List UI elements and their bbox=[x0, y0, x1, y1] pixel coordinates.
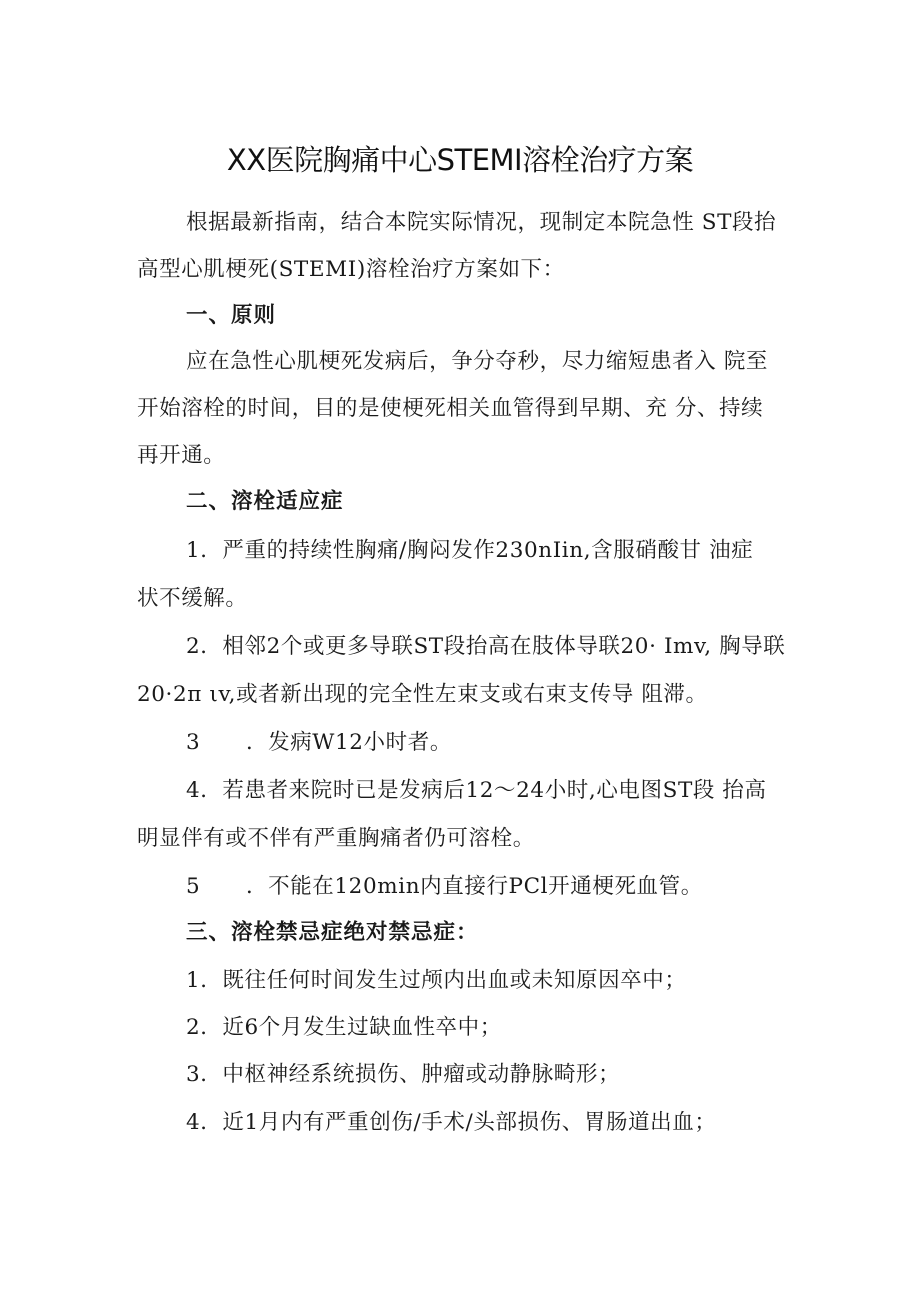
principle-line-1: 应在急性心肌梗死发病后，争分夺秒，尽力缩短患者入 院至 bbox=[186, 349, 769, 374]
indication-2-line-2: 20·2π ιv,或者新出现的完全性左束支或右束支传导 阻滞。 bbox=[137, 682, 708, 707]
section-heading-indications: 二、溶栓适应症 bbox=[186, 489, 344, 514]
indication-2-line-1: 2．相邻2个或更多导联ST段抬高在肢体导联20· Imv, 胸导联 bbox=[186, 634, 786, 659]
document-title: XX医院胸痛中心STEMI溶栓治疗方案 bbox=[226, 143, 694, 177]
contraindication-4: 4．近1月内有严重创伤/手术/头部损伤、胃肠道出血； bbox=[186, 1110, 717, 1135]
indication-1-line-1: 1．严重的持续性胸痛/胸闷发作230nIin,含服硝酸甘 油症 bbox=[186, 538, 754, 563]
section-heading-contraindications: 三、溶栓禁忌症绝对禁忌症： bbox=[186, 920, 479, 945]
indication-5-number: 5 bbox=[186, 874, 201, 899]
indication-4-line-1: 4．若患者来院时已是发病后12～24小时,心电图ST段 抬高 bbox=[186, 778, 767, 803]
contraindication-2: 2．近6个月发生过缺血性卒中； bbox=[186, 1015, 502, 1040]
indication-5-text: ．不能在120min内直接行PCl开通梗死血管。 bbox=[246, 874, 703, 899]
indication-3-text: ．发病W12小时者。 bbox=[246, 730, 452, 755]
indication-1-line-2: 状不缓解。 bbox=[137, 586, 248, 611]
intro-line-1: 根据最新指南，结合本院实际情况，现制定本院急性 ST段抬 bbox=[186, 210, 777, 235]
indication-3-number: 3 bbox=[186, 730, 201, 755]
section-heading-principle: 一、原则 bbox=[186, 303, 277, 328]
contraindication-1: 1．既往任何时间发生过颅内出血或未知原因卒中； bbox=[186, 968, 687, 993]
principle-line-3: 再开通。 bbox=[137, 443, 226, 468]
principle-line-2: 开始溶栓的时间，目的是使梗死相关血管得到早期、充 分、持续 bbox=[137, 396, 764, 421]
contraindication-3: 3．中枢神经系统损伤、肿瘤或动静脉畸形； bbox=[186, 1062, 621, 1087]
indication-3 bbox=[186, 728, 796, 758]
intro-line-2: 高型心肌梗死(STEMI)溶栓治疗方案如下： bbox=[137, 257, 565, 282]
indication-4-line-2: 明显伴有或不伴有严重胸痛者仍可溶栓。 bbox=[137, 826, 535, 851]
indication-5 bbox=[186, 872, 796, 902]
